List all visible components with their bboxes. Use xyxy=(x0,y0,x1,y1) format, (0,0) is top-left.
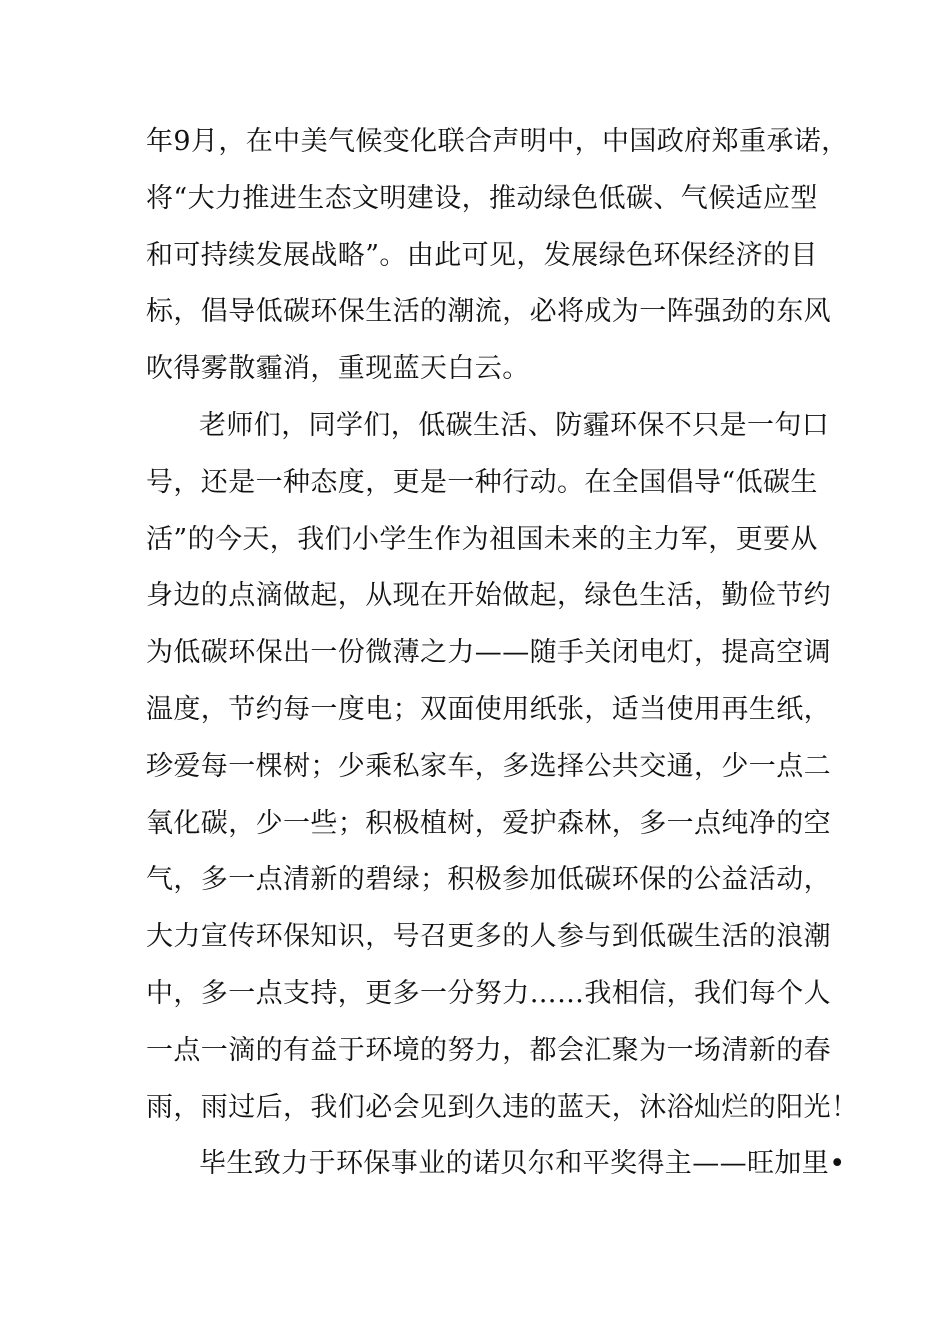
paragraph-3-first-line: 毕生致力于环保事业的诺贝尔和平奖得主——旺加里• xyxy=(199,1148,846,1180)
text-line-3: 和可持续发展战略”。由此可见，发展绿色环保经济的目 xyxy=(146,239,818,271)
text-line-18: 雨，雨过后，我们必会见到久违的蓝天，沐浴灿烂的阳光！ xyxy=(146,1091,859,1123)
paragraph-2-first-line: 老师们，同学们，低碳生活、防霾环保不只是一句口 xyxy=(199,409,830,441)
text-line-11: 温度，节约每一度电；双面使用纸张，适当使用再生纸， xyxy=(146,693,831,725)
text-line-1: 年9月，在中美气候变化联合声明中，中国政府郑重承诺， xyxy=(146,126,849,157)
text-line-2: 将“大力推进生态文明建设，推动绿色低碳、气候适应型 xyxy=(146,182,818,214)
document-body xyxy=(146,114,859,1193)
text-line-4: 标，倡导低碳环保生活的潮流，必将成为一阵强劲的东风 xyxy=(146,296,831,328)
text-line-16: 中，多一点支持，更多一分努力……我相信，我们每个人 xyxy=(146,977,831,1009)
text-line-5: 吹得雾散霾消，重现蓝天白云。 xyxy=(146,353,530,385)
text-line-14: 气，多一点清新的碧绿；积极参加低碳环保的公益活动， xyxy=(146,864,831,896)
text-line-15: 大力宣传环保知识，号召更多的人参与到低碳生活的浪潮 xyxy=(146,921,831,953)
text-line-7: 号，还是一种态度，更是一种行动。在全国倡导“低碳生 xyxy=(146,466,818,498)
text-line-10: 为低碳环保出一份微薄之力——随手关闭电灯，提高空调 xyxy=(146,637,831,669)
text-line-9: 身边的点滴做起，从现在开始做起，绿色生活，勤俭节约 xyxy=(146,580,831,612)
text-line-8: 活”的今天，我们小学生作为祖国未来的主力军，更要从 xyxy=(146,523,818,555)
text-line-12: 珍爱每一棵树；少乘私家车，多选择公共交通，少一点二 xyxy=(146,750,831,782)
text-line-17: 一点一滴的有益于环境的努力，都会汇聚为一场清新的春 xyxy=(146,1034,831,1066)
text-line-13: 氧化碳，少一些；积极植树，爱护森林，多一点纯净的空 xyxy=(146,807,831,839)
